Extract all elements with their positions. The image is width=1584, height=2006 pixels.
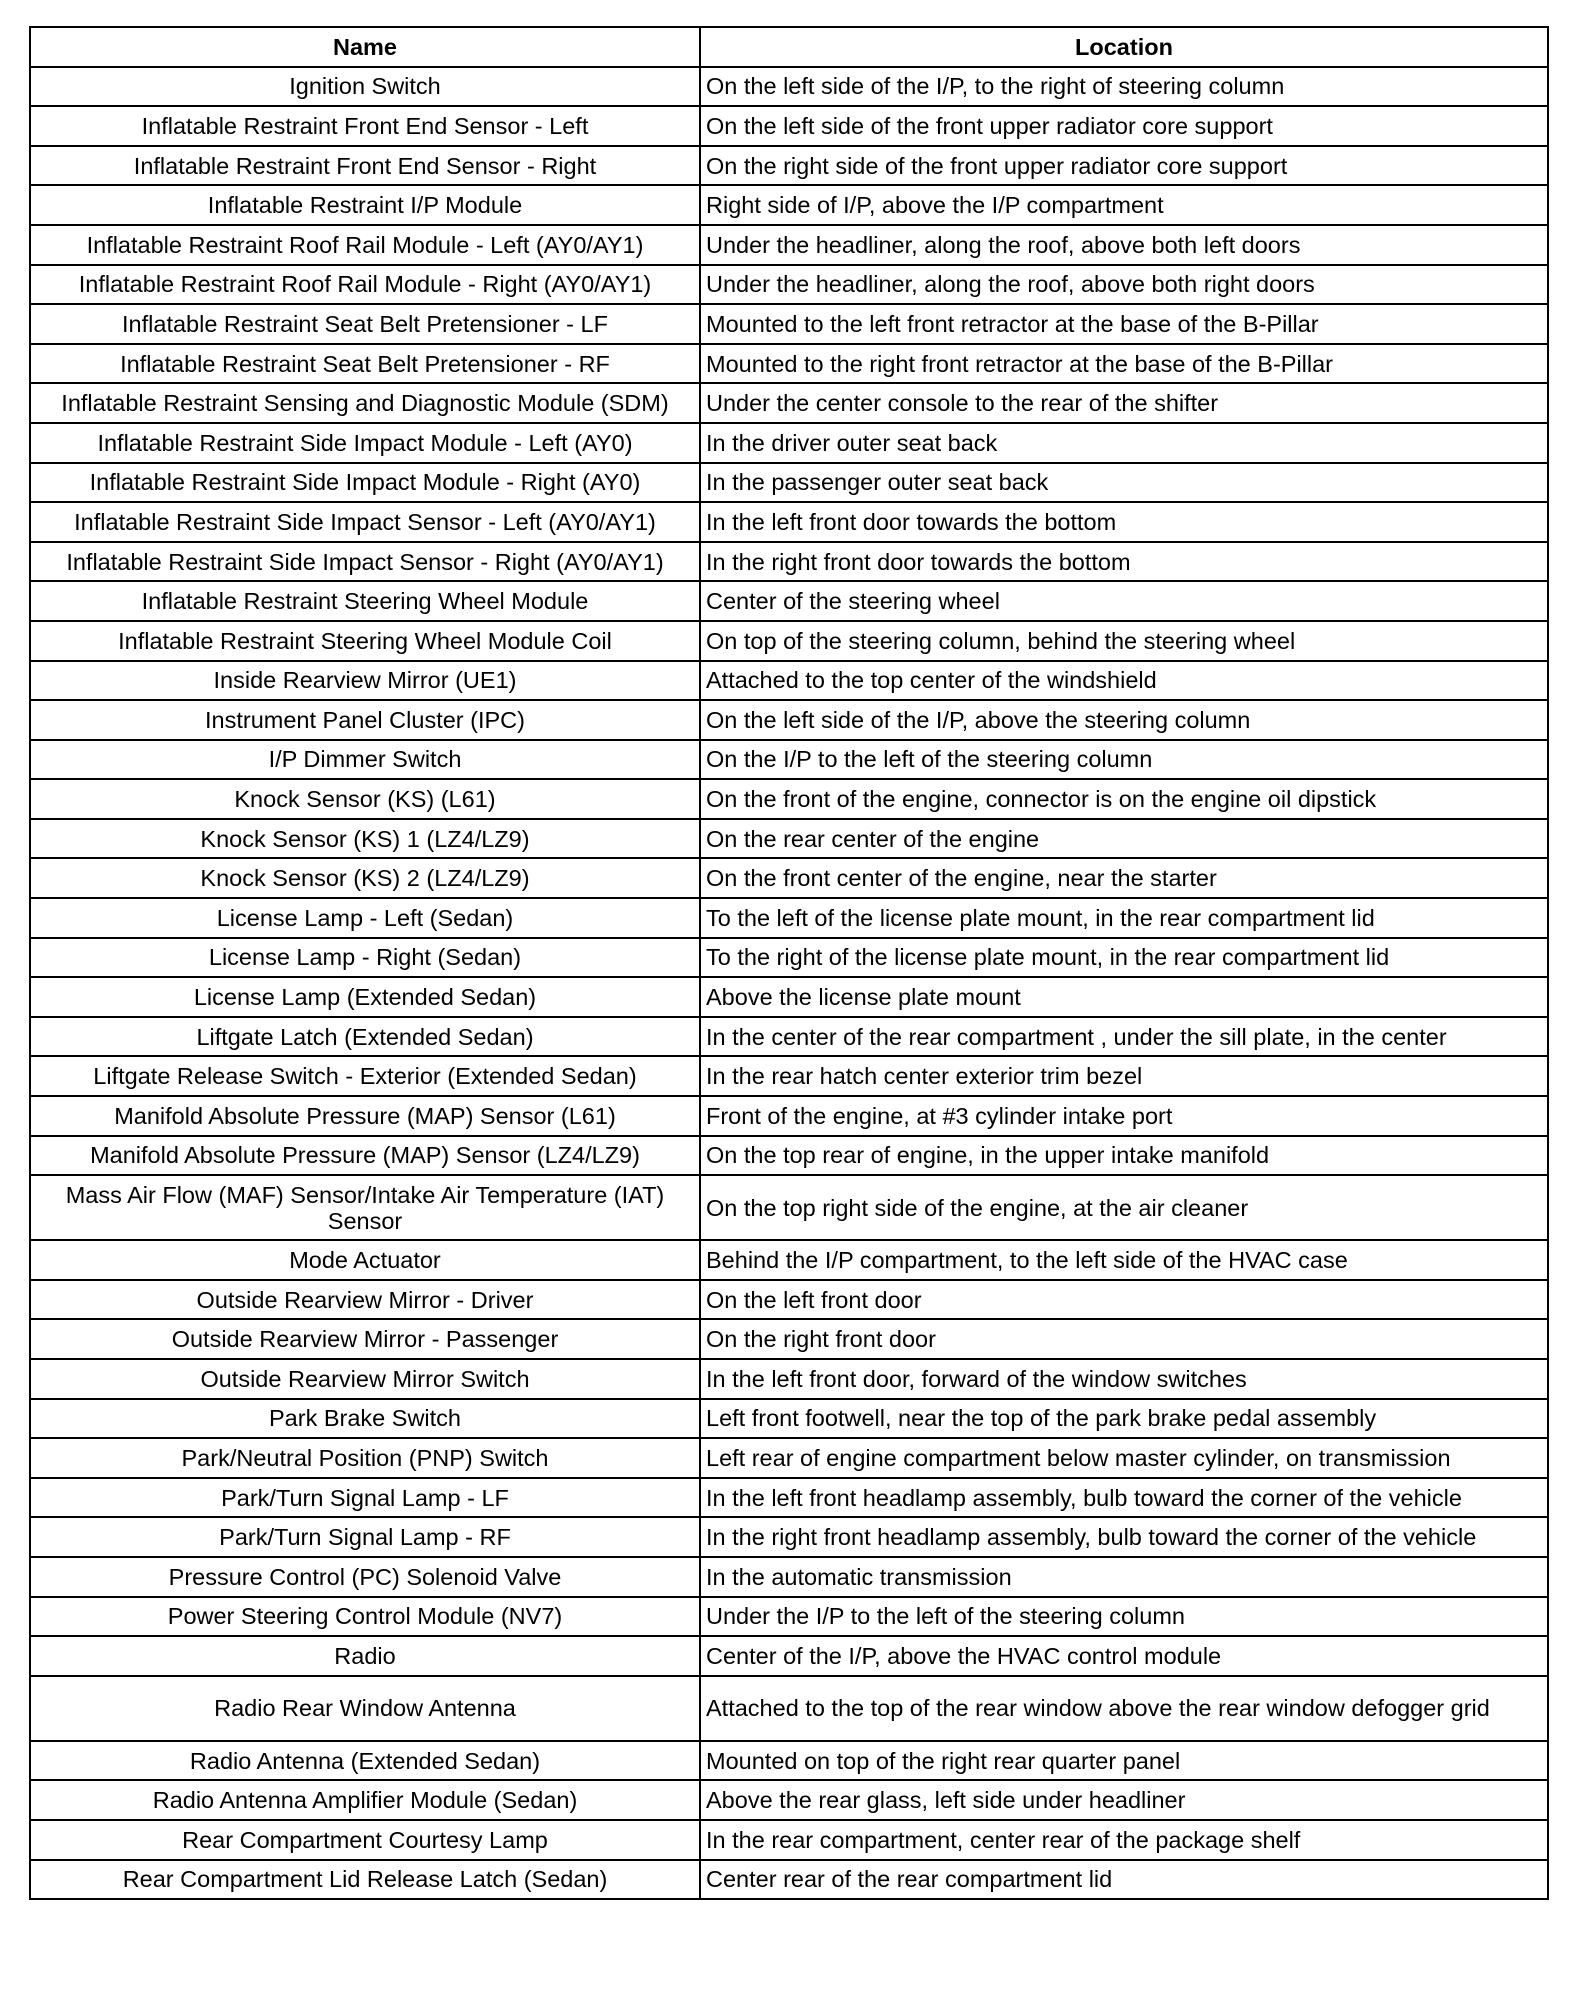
component-location-cell: In the left front door, forward of the window switches	[700, 1359, 1548, 1399]
table-row	[30, 1478, 1548, 1518]
table-row	[30, 898, 1548, 938]
component-name-cell: Park Brake Switch	[30, 1399, 700, 1439]
component-name-cell: Knock Sensor (KS) (L61)	[30, 779, 700, 819]
component-name-cell: Mode Actuator	[30, 1240, 700, 1280]
component-location-cell: On the front center of the engine, near the starter	[700, 858, 1548, 898]
component-location-cell: Left rear of engine compartment below master cylinder, on transmission	[700, 1438, 1548, 1478]
table-row	[30, 661, 1548, 701]
component-name-cell: Inflatable Restraint Front End Sensor - Left	[30, 106, 700, 146]
table-row	[30, 1780, 1548, 1820]
component-location-cell: Above the license plate mount	[700, 977, 1548, 1017]
component-name-cell: Radio Antenna Amplifier Module (Sedan)	[30, 1780, 700, 1820]
component-location-cell: Behind the I/P compartment, to the left side of the HVAC case	[700, 1240, 1548, 1280]
component-location-cell: In the rear compartment, center rear of the package shelf	[700, 1820, 1548, 1860]
component-name-cell: Radio	[30, 1636, 700, 1676]
component-location-cell: In the passenger outer seat back	[700, 463, 1548, 503]
component-location-cell: Front of the engine, at #3 cylinder intake port	[700, 1096, 1548, 1136]
component-name-cell: I/P Dimmer Switch	[30, 740, 700, 780]
component-name-cell: Outside Rearview Mirror - Passenger	[30, 1319, 700, 1359]
component-location-cell: Under the headliner, along the roof, above both left doors	[700, 225, 1548, 265]
component-location-cell: Above the rear glass, left side under headliner	[700, 1780, 1548, 1820]
component-location-cell: On the rear center of the engine	[700, 819, 1548, 859]
component-location-cell: In the driver outer seat back	[700, 423, 1548, 463]
component-name-cell: Radio Rear Window Antenna	[30, 1676, 700, 1741]
table-row	[30, 67, 1548, 107]
component-location-cell: To the left of the license plate mount, in the rear compartment lid	[700, 898, 1548, 938]
table-row	[30, 1175, 1548, 1240]
component-name-cell: Rear Compartment Courtesy Lamp	[30, 1820, 700, 1860]
table-body	[30, 67, 1548, 1900]
component-location-cell: In the automatic transmission	[700, 1557, 1548, 1597]
component-name-cell: Inflatable Restraint Front End Sensor - Right	[30, 146, 700, 186]
table-row	[30, 1096, 1548, 1136]
table-row	[30, 146, 1548, 186]
component-location-cell: In the center of the rear compartment , under the sill plate, in the center	[700, 1017, 1548, 1057]
component-location-cell: On the left side of the I/P, to the right of steering column	[700, 67, 1548, 107]
table-row	[30, 779, 1548, 819]
table-row	[30, 1359, 1548, 1399]
component-name-cell: Inflatable Restraint Steering Wheel Module Coil	[30, 621, 700, 661]
component-name-cell: Manifold Absolute Pressure (MAP) Sensor (L61)	[30, 1096, 700, 1136]
component-name-cell: Rear Compartment Lid Release Latch (Sedan)	[30, 1860, 700, 1900]
component-location-cell: On the I/P to the left of the steering column	[700, 740, 1548, 780]
component-location-cell: On the left side of the I/P, above the steering column	[700, 700, 1548, 740]
column-header-name: Name	[30, 27, 700, 67]
component-name-cell: Inflatable Restraint Steering Wheel Module	[30, 581, 700, 621]
table-row	[30, 225, 1548, 265]
table-row	[30, 1399, 1548, 1439]
table-row	[30, 1636, 1548, 1676]
component-name-cell: Park/Neutral Position (PNP) Switch	[30, 1438, 700, 1478]
column-header-location: Location	[700, 27, 1548, 67]
component-name-cell: Manifold Absolute Pressure (MAP) Sensor (LZ4/LZ9)	[30, 1136, 700, 1176]
component-location-cell: Attached to the top of the rear window above the rear window defogger grid	[700, 1676, 1548, 1741]
component-name-cell: License Lamp - Left (Sedan)	[30, 898, 700, 938]
table-row	[30, 1860, 1548, 1900]
table-row	[30, 423, 1548, 463]
table-row	[30, 1517, 1548, 1557]
header-row	[30, 27, 1548, 67]
table-row	[30, 106, 1548, 146]
component-name-cell: Inflatable Restraint Roof Rail Module - Right (AY0/AY1)	[30, 265, 700, 305]
table-row	[30, 304, 1548, 344]
component-name-cell: Park/Turn Signal Lamp - LF	[30, 1478, 700, 1518]
table-row	[30, 1820, 1548, 1860]
table-row	[30, 265, 1548, 305]
component-name-cell: Inflatable Restraint Side Impact Sensor - Left (AY0/AY1)	[30, 502, 700, 542]
component-name-cell: Park/Turn Signal Lamp - RF	[30, 1517, 700, 1557]
component-location-cell: Right side of I/P, above the I/P compartment	[700, 185, 1548, 225]
table-row	[30, 1597, 1548, 1637]
table-row	[30, 1017, 1548, 1057]
component-name-cell: Inflatable Restraint Side Impact Module - Left (AY0)	[30, 423, 700, 463]
component-location-cell: Left front footwell, near the top of the park brake pedal assembly	[700, 1399, 1548, 1439]
component-name-cell: Inflatable Restraint Side Impact Module - Right (AY0)	[30, 463, 700, 503]
component-location-cell: In the left front door towards the bottom	[700, 502, 1548, 542]
table-row	[30, 1741, 1548, 1781]
component-location-cell: On the left side of the front upper radiator core support	[700, 106, 1548, 146]
table-row	[30, 1280, 1548, 1320]
component-location-cell: On the left front door	[700, 1280, 1548, 1320]
component-location-cell: Mounted on top of the right rear quarter panel	[700, 1741, 1548, 1781]
table-row	[30, 542, 1548, 582]
component-name-cell: Mass Air Flow (MAF) Sensor/Intake Air Temperature (IAT) Sensor	[30, 1175, 700, 1240]
table-row	[30, 383, 1548, 423]
component-name-cell: Outside Rearview Mirror - Driver	[30, 1280, 700, 1320]
table-row	[30, 581, 1548, 621]
table-row	[30, 938, 1548, 978]
table-row	[30, 858, 1548, 898]
component-location-cell: Center rear of the rear compartment lid	[700, 1860, 1548, 1900]
component-name-cell: Pressure Control (PC) Solenoid Valve	[30, 1557, 700, 1597]
component-name-cell: Inflatable Restraint Seat Belt Pretensioner - RF	[30, 344, 700, 384]
component-name-cell: Instrument Panel Cluster (IPC)	[30, 700, 700, 740]
table-row	[30, 1676, 1548, 1741]
table-row	[30, 977, 1548, 1017]
component-location-cell: Under the center console to the rear of the shifter	[700, 383, 1548, 423]
table-row	[30, 700, 1548, 740]
component-location-cell: Under the headliner, along the roof, above both right doors	[700, 265, 1548, 305]
table-row	[30, 463, 1548, 503]
component-name-cell: Knock Sensor (KS) 1 (LZ4/LZ9)	[30, 819, 700, 859]
table-row	[30, 1056, 1548, 1096]
component-location-cell: On the top rear of engine, in the upper intake manifold	[700, 1136, 1548, 1176]
component-name-cell: Liftgate Latch (Extended Sedan)	[30, 1017, 700, 1057]
component-location-cell: Mounted to the left front retractor at the base of the B-Pillar	[700, 304, 1548, 344]
component-location-cell: Center of the steering wheel	[700, 581, 1548, 621]
table-row	[30, 1136, 1548, 1176]
component-location-cell: In the right front door towards the bottom	[700, 542, 1548, 582]
table-row	[30, 819, 1548, 859]
component-name-cell: Ignition Switch	[30, 67, 700, 107]
component-name-cell: Radio Antenna (Extended Sedan)	[30, 1741, 700, 1781]
component-name-cell: Knock Sensor (KS) 2 (LZ4/LZ9)	[30, 858, 700, 898]
component-location-cell: On top of the steering column, behind the steering wheel	[700, 621, 1548, 661]
component-location-cell: Under the I/P to the left of the steering column	[700, 1597, 1548, 1637]
component-location-table	[29, 26, 1549, 1900]
component-name-cell: Inflatable Restraint I/P Module	[30, 185, 700, 225]
component-location-cell: On the front of the engine, connector is on the engine oil dipstick	[700, 779, 1548, 819]
component-location-cell: In the left front headlamp assembly, bulb toward the corner of the vehicle	[700, 1478, 1548, 1518]
component-name-cell: License Lamp - Right (Sedan)	[30, 938, 700, 978]
table-row	[30, 1557, 1548, 1597]
component-name-cell: Liftgate Release Switch - Exterior (Extended Sedan)	[30, 1056, 700, 1096]
table-row	[30, 1240, 1548, 1280]
table-row	[30, 1319, 1548, 1359]
component-name-cell: Inflatable Restraint Seat Belt Pretensioner - LF	[30, 304, 700, 344]
component-name-cell: Inside Rearview Mirror (UE1)	[30, 661, 700, 701]
component-name-cell: Inflatable Restraint Side Impact Sensor - Right (AY0/AY1)	[30, 542, 700, 582]
table-row	[30, 1438, 1548, 1478]
component-location-cell: To the right of the license plate mount, in the rear compartment lid	[700, 938, 1548, 978]
component-location-cell: On the right side of the front upper radiator core support	[700, 146, 1548, 186]
table-row	[30, 621, 1548, 661]
component-name-cell: Inflatable Restraint Roof Rail Module - Left (AY0/AY1)	[30, 225, 700, 265]
table-row	[30, 344, 1548, 384]
component-name-cell: Power Steering Control Module (NV7)	[30, 1597, 700, 1637]
component-name-cell: Outside Rearview Mirror Switch	[30, 1359, 700, 1399]
component-location-cell: In the right front headlamp assembly, bulb toward the corner of the vehicle	[700, 1517, 1548, 1557]
table-row	[30, 185, 1548, 225]
component-location-cell: Attached to the top center of the windshield	[700, 661, 1548, 701]
component-location-cell: On the top right side of the engine, at the air cleaner	[700, 1175, 1548, 1240]
component-name-cell: Inflatable Restraint Sensing and Diagnostic Module (SDM)	[30, 383, 700, 423]
component-location-cell: On the right front door	[700, 1319, 1548, 1359]
component-location-cell: In the rear hatch center exterior trim bezel	[700, 1056, 1548, 1096]
table-row	[30, 502, 1548, 542]
component-name-cell: License Lamp (Extended Sedan)	[30, 977, 700, 1017]
component-location-cell: Mounted to the right front retractor at the base of the B-Pillar	[700, 344, 1548, 384]
table-row	[30, 740, 1548, 780]
component-location-cell: Center of the I/P, above the HVAC control module	[700, 1636, 1548, 1676]
